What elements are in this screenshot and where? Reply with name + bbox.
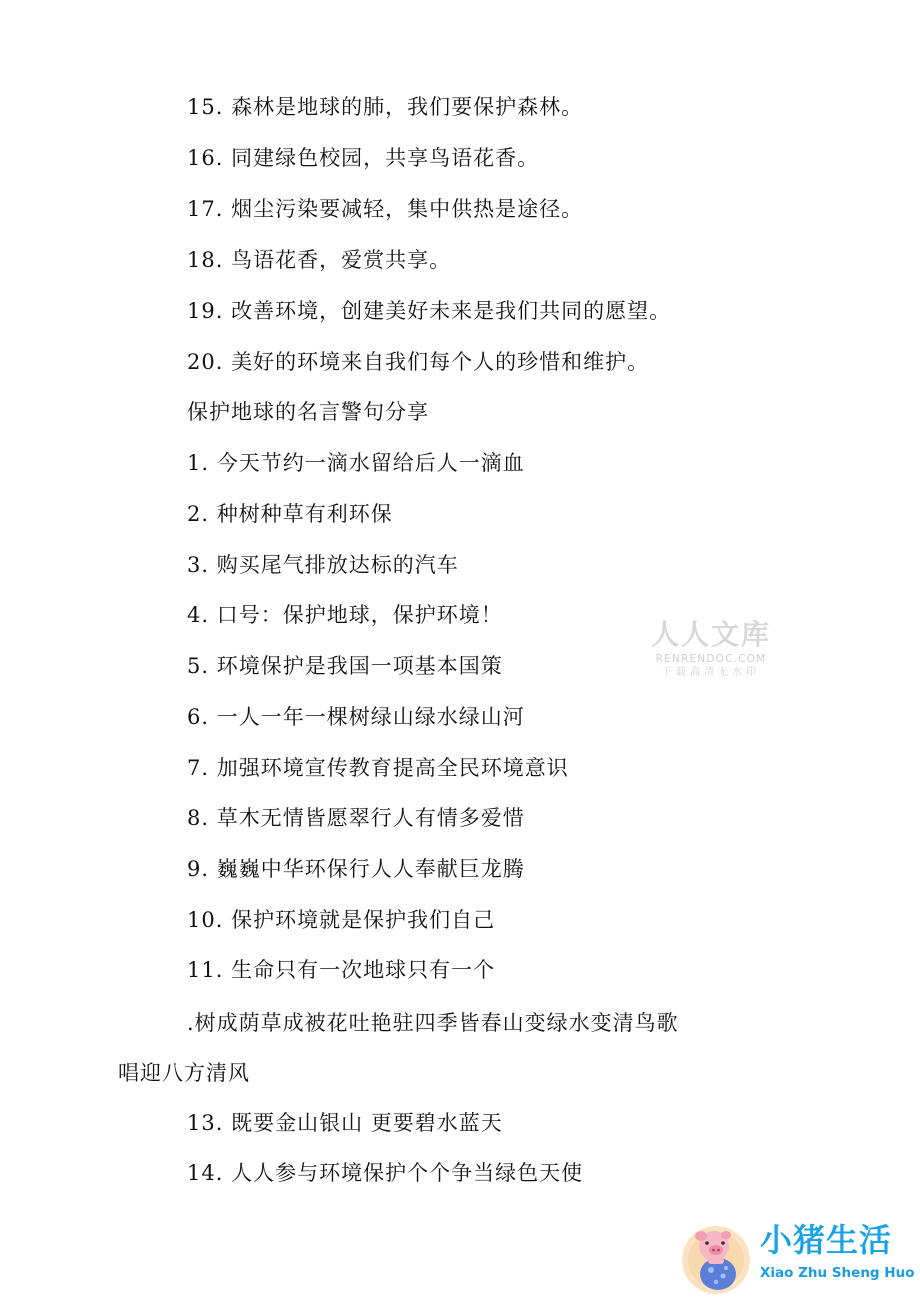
- text-line: 19. 改善环境，创建美好未来是我们共同的愿望。: [187, 299, 672, 323]
- logo-subtitle: Xiao Zhu Sheng Huo: [760, 1265, 915, 1281]
- text-line: 13. 既要金山银山 更要碧水蓝天: [187, 1111, 503, 1135]
- watermark-domain: RENRENDOC.COM: [655, 653, 767, 665]
- watermark: [646, 620, 776, 679]
- text-line: 10. 保护环境就是保护我们自己: [187, 908, 496, 932]
- text-line: 3. 购买尾气排放达标的汽车: [187, 553, 459, 577]
- text-line: 6. 一人一年一棵树绿山绿水绿山河: [187, 705, 525, 729]
- watermark-subtitle: 下载高清无水印: [662, 667, 760, 678]
- text-line: 14. 人人参与环境保护个个争当绿色天使: [187, 1161, 584, 1185]
- logo-title: 小猪生活: [760, 1221, 893, 1259]
- text-line: 9. 巍巍中华环保行人人奉献巨龙腾: [187, 857, 525, 881]
- text-line: 2. 种树种草有利环保: [187, 502, 393, 526]
- text-line: 17. 烟尘污染要减轻，集中供热是途径。: [187, 197, 584, 221]
- pig-mascot-icon: [680, 1216, 752, 1296]
- text-line: 11. 生命只有一次地球只有一个: [187, 958, 496, 982]
- text-line: 7. 加强环境宣传教育提高全民环境意识: [187, 756, 569, 780]
- text-line: 18. 鸟语花香，爱赏共享。: [187, 248, 452, 272]
- text-line: 20. 美好的环境来自我们每个人的珍惜和维护。: [187, 350, 650, 374]
- text-line: .树成荫草成被花吐艳驻四季皆春山变绿水变清鸟歌: [187, 1011, 679, 1035]
- watermark-title: 人人文库: [650, 618, 771, 651]
- text-line: 8. 草木无情皆愿翠行人有情多爱惜: [187, 806, 525, 830]
- section-heading: 保护地球的名言警句分享: [187, 400, 429, 424]
- text-line-continuation: 唱迎八方清风: [118, 1061, 250, 1085]
- text-line: 16. 同建绿色校园，共享鸟语花香。: [187, 146, 540, 170]
- text-line: 4. 口号：保护地球，保护环境！: [187, 603, 503, 627]
- text-line: 5. 环境保护是我国一项基本国策: [187, 654, 503, 678]
- text-line: 1. 今天节约一滴水留给后人一滴血: [187, 451, 525, 475]
- brand-logo: [678, 1212, 920, 1301]
- text-line: 15. 森林是地球的肺，我们要保护森林。: [187, 95, 584, 119]
